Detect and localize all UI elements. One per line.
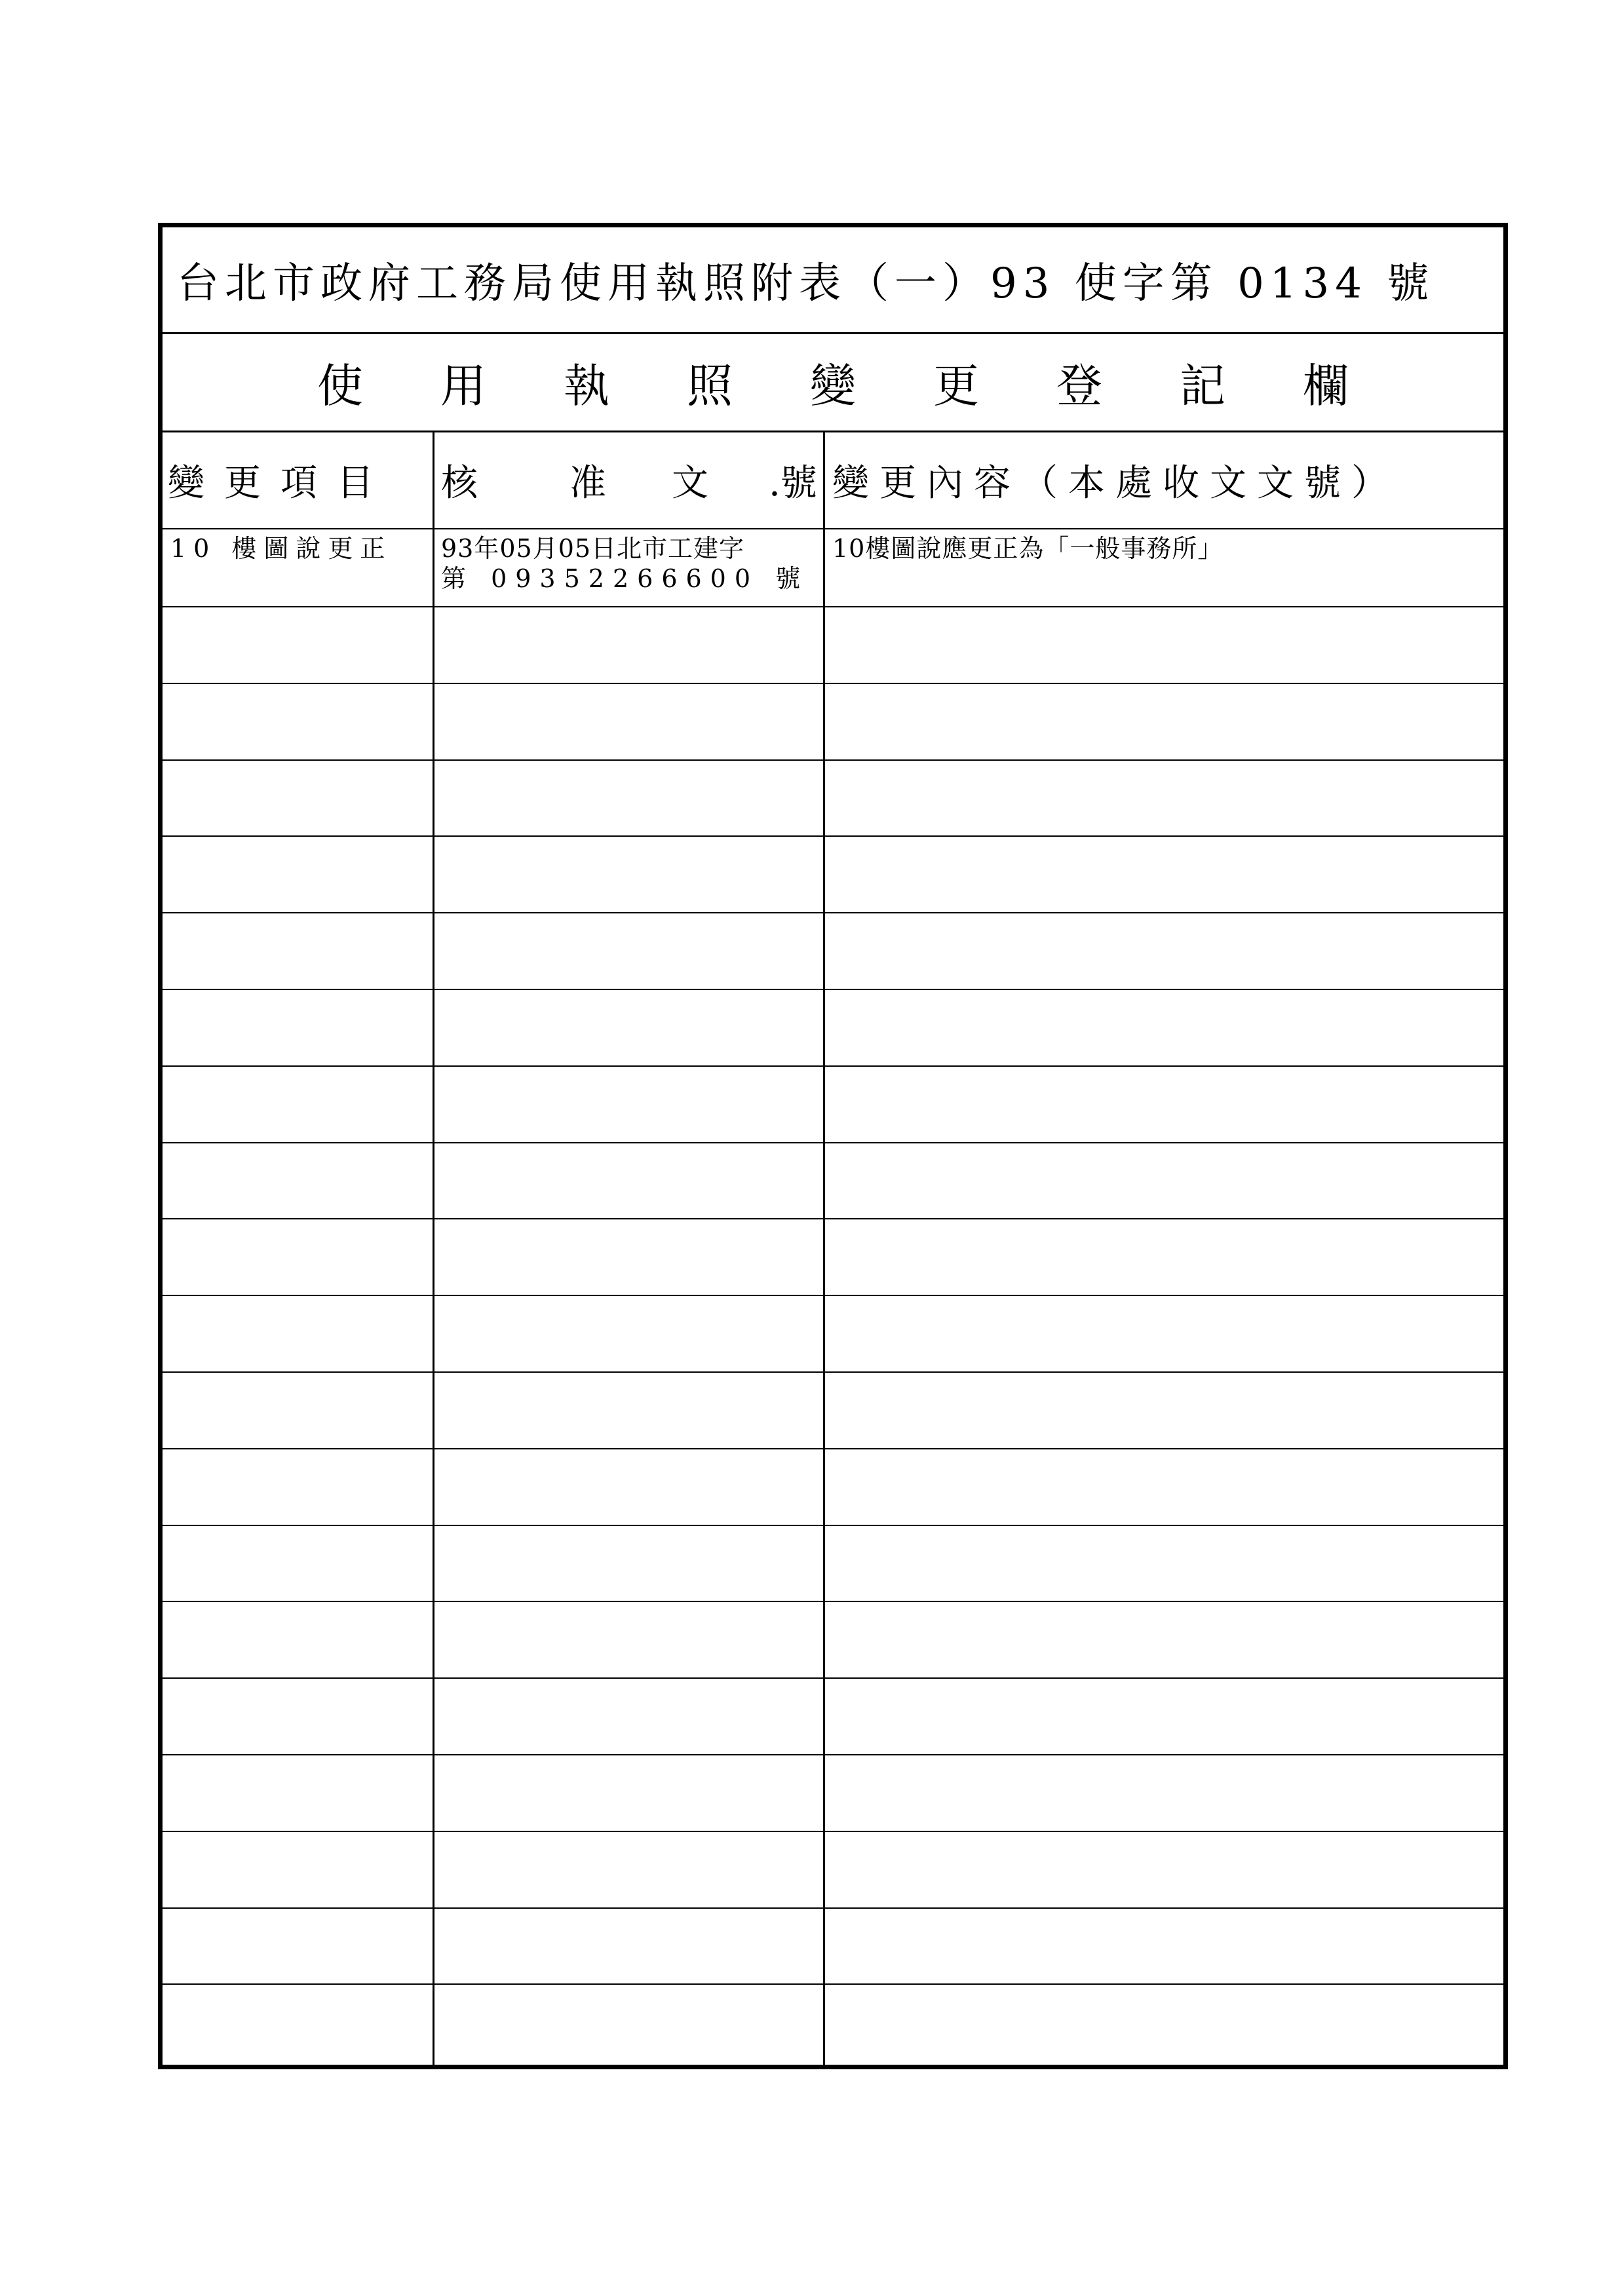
row-separator: [163, 1907, 1503, 1909]
header-approval-part: 文: [672, 462, 708, 505]
row-separator: [163, 528, 1503, 529]
row-separator: [163, 759, 1503, 761]
row-separator: [163, 1831, 1503, 1832]
entry-approval-line: 第 09352266600 號: [441, 564, 809, 593]
header-change-item: 變更項目: [168, 462, 393, 505]
row-separator: [163, 1448, 1503, 1449]
row-separator: [163, 1218, 1503, 1219]
row-separator: [163, 1601, 1503, 1602]
row-separator: [163, 912, 1503, 913]
form-frame: [158, 223, 1508, 2069]
header-approval-part: 准: [569, 462, 606, 505]
column-divider: [823, 432, 825, 2065]
row-separator: [163, 1371, 1503, 1373]
row-separator: [163, 1065, 1503, 1067]
row-separator: [163, 606, 1503, 607]
column-divider: [433, 432, 434, 2065]
header-approval-number: [441, 432, 828, 528]
row-separator: [163, 1525, 1503, 1526]
row-separator: [163, 989, 1503, 990]
entry-approval-line: 93年05月05日北市工建字: [441, 534, 745, 563]
row-separator: [163, 1754, 1503, 1755]
header-approval-part: 核: [441, 462, 478, 505]
row-separator: [163, 683, 1503, 684]
header-change-content: 變更內容（本處收文文號）: [832, 462, 1398, 505]
row-separator: [163, 835, 1503, 837]
row-separator: [163, 1983, 1503, 1985]
entry-change-item: 10 樓圖說更正: [170, 534, 393, 563]
form-subtitle: 使用執照變更登記欄: [163, 334, 1503, 432]
record-table: [163, 432, 1503, 2065]
row-separator: [163, 1142, 1503, 1143]
entry-approval-number: [441, 533, 829, 594]
form-title: 台北市政府工務局使用執照附表（一）93 使字第 0134 號: [163, 227, 1503, 334]
header-approval-part: .號: [769, 462, 817, 505]
row-separator: [163, 1677, 1503, 1679]
entry-change-content: 10樓圖說應更正為「一般事務所」: [832, 534, 1224, 563]
row-separator: [163, 1295, 1503, 1296]
